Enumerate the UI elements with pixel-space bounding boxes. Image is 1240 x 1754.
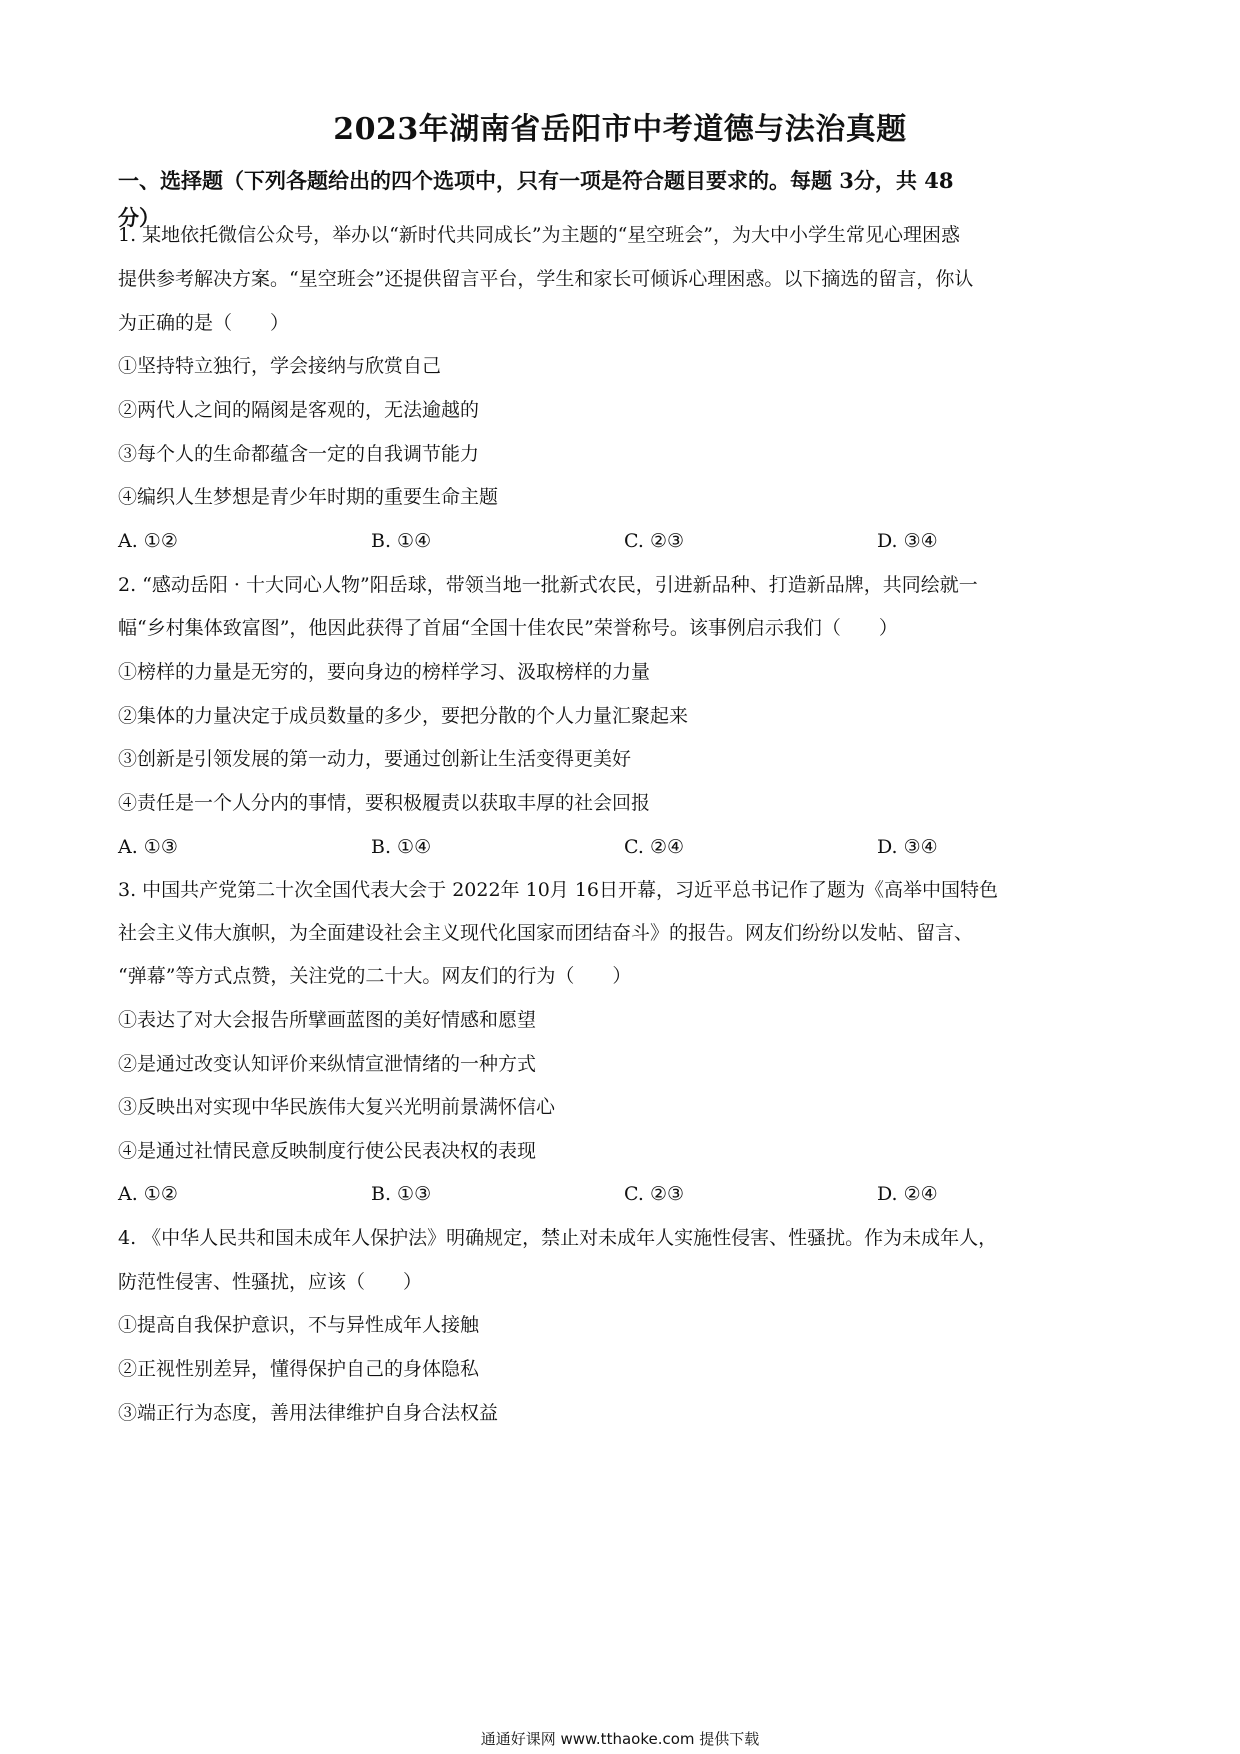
question-3-option-b: B. ①③	[371, 1183, 432, 1205]
question-4-stem-line-2: 防范性侵害、性骚扰，应该（ ）	[118, 1271, 423, 1293]
question-2-statement-3: ③创新是引领发展的第一动力，要通过创新让生活变得更美好	[118, 748, 632, 770]
question-1-option-d: D. ③④	[877, 530, 938, 552]
question-4-statement-3: ③端正行为态度，善用法律维护自身合法权益	[118, 1402, 499, 1424]
question-2-option-d: D. ③④	[877, 836, 938, 858]
question-3-stem-line-3: “弹幕”等方式点赞，关注党的二十大。网友们的行为（ ）	[118, 965, 632, 987]
page-footer: 通通好课网 www.tthaoke.com 提供下载	[480, 1730, 760, 1748]
question-3-stem-line-2: 社会主义伟大旗帜，为全面建设社会主义现代化国家而团结奋斗》的报告。网友们纷纷以发帖、留言、	[118, 922, 974, 944]
question-2-stem-line-2: 幅“乡村集体致富图”，他因此获得了首届“全国十佳农民”荣誉称号。该事例启示我们（ ）	[118, 617, 898, 639]
question-1-option-c: C. ②③	[624, 530, 685, 552]
section-heading-line-1: 一、选择题（下列各题给出的四个选项中，只有一项是符合题目要求的。每题 3分，共 48	[118, 168, 954, 193]
question-2-statement-2: ②集体的力量决定于成员数量的多少，要把分散的个人力量汇聚起来	[118, 705, 689, 727]
question-1-stem-line-3: 为正确的是（ ）	[118, 312, 290, 334]
question-1-statement-1: ①坚持特立独行，学会接纳与欣赏自己	[118, 355, 442, 377]
question-1-statement-4: ④编织人生梦想是青少年时期的重要生命主题	[118, 486, 499, 508]
question-3-statement-4: ④是通过社情民意反映制度行使公民表决权的表现	[118, 1140, 537, 1162]
question-4-stem-line-1: 4. 《中华人民共和国未成年人保护法》明确规定，禁止对未成年人实施性侵害、性骚扰。作为未成年人，	[118, 1227, 998, 1249]
question-3-statement-3: ③反映出对实现中华民族伟大复兴光明前景满怀信心	[118, 1096, 556, 1118]
question-2-stem-line-1: 2. “感动岳阳 · 十大同心人物”阳岳球，带领当地一批新式农民，引进新品种、打造新品牌，共同绘就一	[118, 574, 978, 596]
question-3-option-a: A. ①②	[118, 1183, 178, 1205]
question-1-stem-line-1: 1. 某地依托微信公众号，举办以“新时代共同成长”为主题的“星空班会”，为大中小学生常见心理困惑	[118, 224, 961, 246]
question-2-statement-1: ①榜样的力量是无穷的，要向身边的榜样学习、汲取榜样的力量	[118, 661, 651, 683]
question-2-option-c: C. ②④	[624, 836, 685, 858]
question-2-option-a: A. ①③	[118, 836, 178, 858]
question-1-option-a: A. ①②	[118, 530, 178, 552]
question-3-stem-line-1: 3. 中国共产党第二十次全国代表大会于 2022年 10月 16日开幕，习近平总书记作了题为《高举中国特色	[118, 879, 998, 901]
question-3-option-c: C. ②③	[624, 1183, 685, 1205]
question-4-statement-2: ②正视性别差异，懂得保护自己的身体隐私	[118, 1358, 480, 1380]
question-2-option-b: B. ①④	[371, 836, 432, 858]
question-2-statement-4: ④责任是一个人分内的事情，要积极履责以获取丰厚的社会回报	[118, 792, 651, 814]
question-1-option-b: B. ①④	[371, 530, 432, 552]
section-heading-line-2: 分）	[118, 205, 160, 230]
question-1-statement-3: ③每个人的生命都蕴含一定的自我调节能力	[118, 443, 480, 465]
question-3-statement-1: ①表达了对大会报告所擘画蓝图的美好情感和愿望	[118, 1009, 537, 1031]
page-title: 2023年湖南省岳阳市中考道德与法治真题	[333, 112, 907, 147]
question-3-option-d: D. ②④	[877, 1183, 938, 1205]
question-3-statement-2: ②是通过改变认知评价来纵情宣泄情绪的一种方式	[118, 1053, 537, 1075]
question-4-statement-1: ①提高自我保护意识，不与异性成年人接触	[118, 1314, 480, 1336]
question-1-statement-2: ②两代人之间的隔阂是客观的，无法逾越的	[118, 399, 480, 421]
question-1-stem-line-2: 提供参考解决方案。“星空班会”还提供留言平台，学生和家长可倾诉心理困惑。以下摘选的留言，你认	[118, 268, 974, 290]
